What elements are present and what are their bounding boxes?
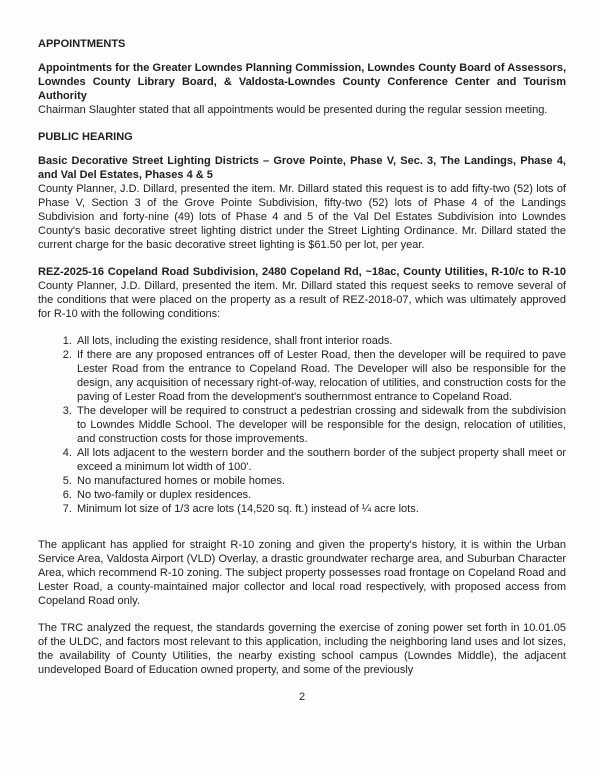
- rez-title: REZ-2025-16 Copeland Road Subdivision, 2480 Copeland Rd, ~18ac, County Utilities, R-10/c to R-10: [38, 266, 566, 278]
- appointments-paragraph: [38, 61, 566, 117]
- applicant-paragraph: The applicant has applied for straight R-10 zoning and given the property's history, it is within the Urban Service Area, Valdosta Airport (VLD) Overlay, a drastic groundwater recharge area, and Suburban Character Area, which recommend R-10 zoning. The subject property possesses road frontage on Copeland Road and Lester Road, a county-maintained major collector and local road respectively, with proposed access from Copeland Road only.: [38, 539, 566, 607]
- appointments-body: Chairman Slaughter stated that all appointments would be presented during the regular session meeting.: [38, 104, 548, 116]
- condition-item: 4. All lots adjacent to the western border and the southern border of the subject property shall meet or exceed a minimum lot width of 100'.: [75, 446, 566, 474]
- condition-item: 3. The developer will be required to construct a pedestrian crossing and sidewalk from the subdivision to Lowndes Middle School. The developer will be responsible for the design, relocation of utilities, and construction costs for those improvements.: [75, 404, 566, 446]
- rez-paragraph: [38, 265, 566, 321]
- condition-item: 1. All lots, including the existing residence, shall front interior roads.: [75, 334, 566, 348]
- trc-paragraph: The TRC analyzed the request, the standards governing the exercise of zoning power set forth in 10.01.05 of the ULDC, and factors most relevant to this application, including the neighboring land uses and lot sizes, the availability of County Utilities, the nearby existing school campus (Lowndes Middle), the adjacent undeveloped Board of Education owned property, and some of the previously: [38, 622, 566, 676]
- street-lighting-title: Basic Decorative Street Lighting Districts – Grove Pointe, Phase V, Sec. 3, The Landings, Phase 4, and Val Del Estates, Phases 4 & 5: [38, 155, 566, 181]
- condition-item: 7. Minimum lot size of 1/3 acre lots (14,520 sq. ft.) instead of ¼ acre lots.: [75, 502, 566, 516]
- document-body: [38, 37, 566, 704]
- page-number: 2: [298, 691, 306, 703]
- street-lighting-body: County Planner, J.D. Dillard, presented the item. Mr. Dillard stated this request is to add fifty-two (52) lots of Phase V, Section 3 of the Grove Pointe Subdivision, fifty-two (52) lots of Phase 4 of the Landings Subdivision and forty-nine (49) lots of Phase 4 and 5 of the Val Del Estates Subdivision into Lowndes County's basic decorative street lighting district under the Street Lighting Ordinance. Mr. Dillard stated the current charge for the basic decorative street lighting is $61.50 per lot, per year.: [38, 183, 566, 251]
- section-heading-appointments: APPOINTMENTS: [38, 38, 126, 50]
- condition-item: 6. No two-family or duplex residences.: [75, 488, 566, 502]
- conditions-list: [38, 334, 566, 516]
- rez-intro: County Planner, J.D. Dillard, presented the item. Mr. Dillard stated this request seeks to remove several of the conditions that were placed on the property as a result of REZ-2018-07, which was ultimately approved for R-10 with the following conditions:: [38, 280, 566, 320]
- street-lighting-paragraph: [38, 154, 566, 252]
- section-heading-public-hearing: PUBLIC HEARING: [38, 131, 133, 143]
- condition-item: 2. If there are any proposed entrances off of Lester Road, then the developer will be required to pave Lester Road from the entrance to Copeland Road. The Developer will also be responsible for the design, any acquisition of necessary right-of-way, relocation of utilities, and construction costs for the paving of Lester Road from the development's southernmost entrance to Copeland Road.: [75, 348, 566, 404]
- condition-item: 5. No manufactured homes or mobile homes.: [75, 474, 566, 488]
- appointments-title: Appointments for the Greater Lowndes Planning Commission, Lowndes County Board of Assessors, Lowndes County Library Board, & Valdosta-Lowndes County Conference Center and Tourism Authority: [38, 62, 566, 102]
